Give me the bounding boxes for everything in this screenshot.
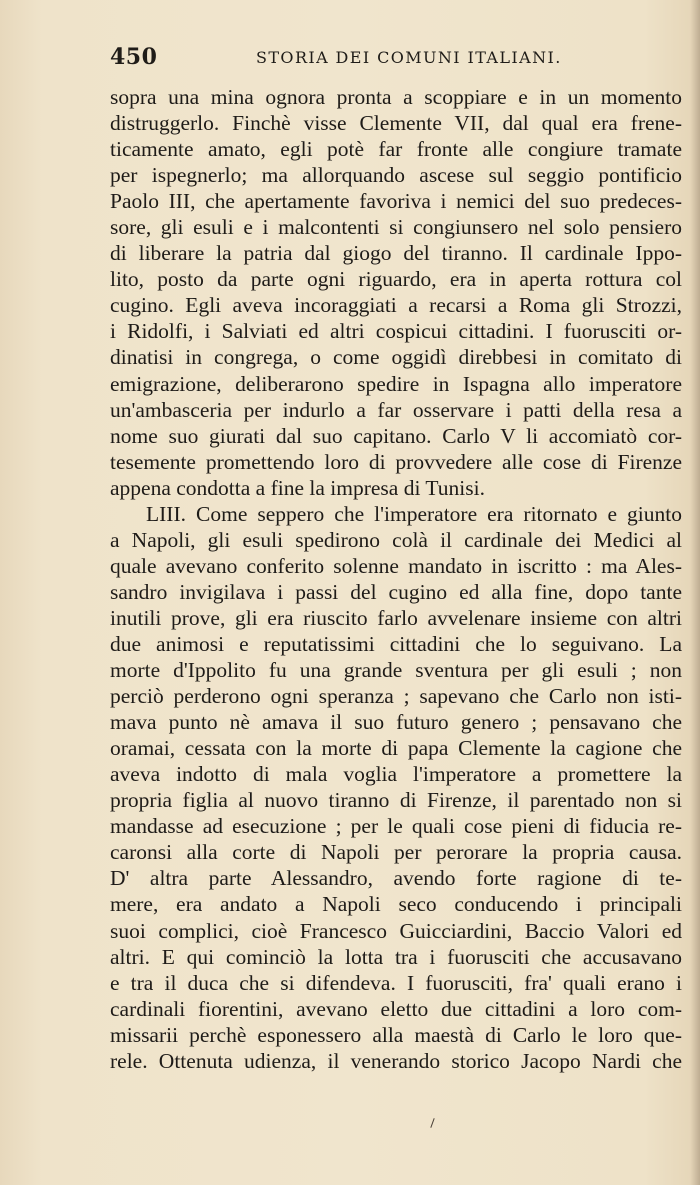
text-line: aveva indotto di mala voglia l'imperatore a promettere la: [110, 762, 682, 787]
section-start-line: LIII. Come seppero che l'imperatore era ritornato e giunto: [146, 501, 682, 526]
text-line: Paolo III, che apertamente favoriva i nemici del suo predeces-: [110, 189, 682, 214]
text-line: per ispegnerlo; ma allorquando ascese sul seggio pontificio: [110, 163, 682, 188]
page-number: 450: [110, 44, 158, 70]
text-line: cardinali fiorentini, avevano eletto due cittadini a loro com-: [110, 996, 682, 1021]
text-line: oramai, cessata con la morte di papa Clemente la cagione che: [110, 736, 682, 761]
text-line: dinatisi in congrega, o come oggidì direbbesi in comitato di: [110, 345, 682, 370]
text-line: nome suo giurati dal suo capitano. Carlo V li accomiatò cor-: [110, 423, 682, 448]
ink-mark: [430, 1118, 434, 1128]
text-line: mere, era andato a Napoli seco conducendo i principali: [110, 892, 682, 917]
text-line: perciò perderono ogni speranza ; sapevano che Carlo non isti-: [110, 684, 682, 709]
text-line: sore, gli esuli e i malcontenti si congiunsero nel solo pensiero: [110, 215, 682, 240]
text-line: di liberare la patria dal giogo del tiranno. Il cardinale Ippo-: [110, 241, 682, 266]
body-text: [110, 84, 682, 1074]
text-line: due animosi e reputatissimi cittadini che lo seguivano. La: [110, 631, 682, 656]
text-line: D' altra parte Alessandro, avendo forte ragione di te-: [110, 866, 682, 891]
text-line: e tra il duca che si difendeva. I fuorusciti, fra' quali erano i: [110, 970, 682, 995]
page-header: [110, 44, 680, 78]
text-line: a Napoli, gli esuli spedirono colà il cardinale dei Medici al: [110, 527, 682, 552]
text-line: i Ridolfi, i Salviati ed altri cospicui cittadini. I fuorusciti or-: [110, 319, 682, 344]
text-line: missarii perchè esponessero alla maestà di Carlo le loro que-: [110, 1022, 682, 1047]
text-line: quale avevano conferito solenne mandato in iscritto : ma Ales-: [110, 553, 682, 578]
page-edge-shadow: [690, 0, 700, 1185]
text-line: sopra una mina ognora pronta a scoppiare e in un momento: [110, 85, 682, 109]
text-line: propria figlia al nuovo tiranno di Firenze, il parentado non si: [110, 788, 682, 813]
text-line: morte d'Ippolito fu una grande sventura per gli esuli ; non: [110, 658, 682, 683]
paragraph-end-line: appena condotta a fine la impresa di Tunisi.: [110, 475, 485, 500]
running-title: STORIA DEI COMUNI ITALIANI.: [256, 48, 562, 67]
text-line: un'ambasceria per indurlo a far osservare i patti della resa a: [110, 397, 682, 422]
text-line: mandasse ad esecuzione ; per le quali cose pieni di fiducia re-: [110, 814, 682, 839]
text-line: inutili prove, gli era riuscito farlo avvelenare insieme con altri: [110, 605, 682, 630]
text-line: emigrazione, deliberarono spedire in Ispagna allo imperatore: [110, 371, 682, 396]
text-line: rele. Ottenuta udienza, il venerando storico Jacopo Nardi che: [110, 1048, 682, 1073]
text-line: altri. E qui cominciò la lotta tra i fuorusciti che accusavano: [110, 944, 682, 969]
text-line: distruggerlo. Finchè visse Clemente VII, dal qual era frene-: [110, 111, 682, 136]
text-line: caronsi alla corte di Napoli per perorare la propria causa.: [110, 840, 682, 865]
text-line: sandro invigilava i passi del cugino ed alla fine, dopo tante: [110, 579, 682, 604]
text-line: mava punto nè amava il suo futuro genero ; pensavano che: [110, 710, 682, 735]
text-line: suoi complici, cioè Francesco Guicciardini, Baccio Valori ed: [110, 918, 682, 943]
text-line: cugino. Egli aveva incoraggiati a recarsi a Roma gli Strozzi,: [110, 293, 682, 318]
text-line: tesemente promettendo loro di provvedere alle cose di Firenze: [110, 449, 682, 474]
text-line: ticamente amato, egli potè far fronte alle congiure tramate: [110, 137, 682, 162]
text-line: lito, posto da parte ogni riguardo, era in aperta rottura col: [110, 267, 682, 292]
